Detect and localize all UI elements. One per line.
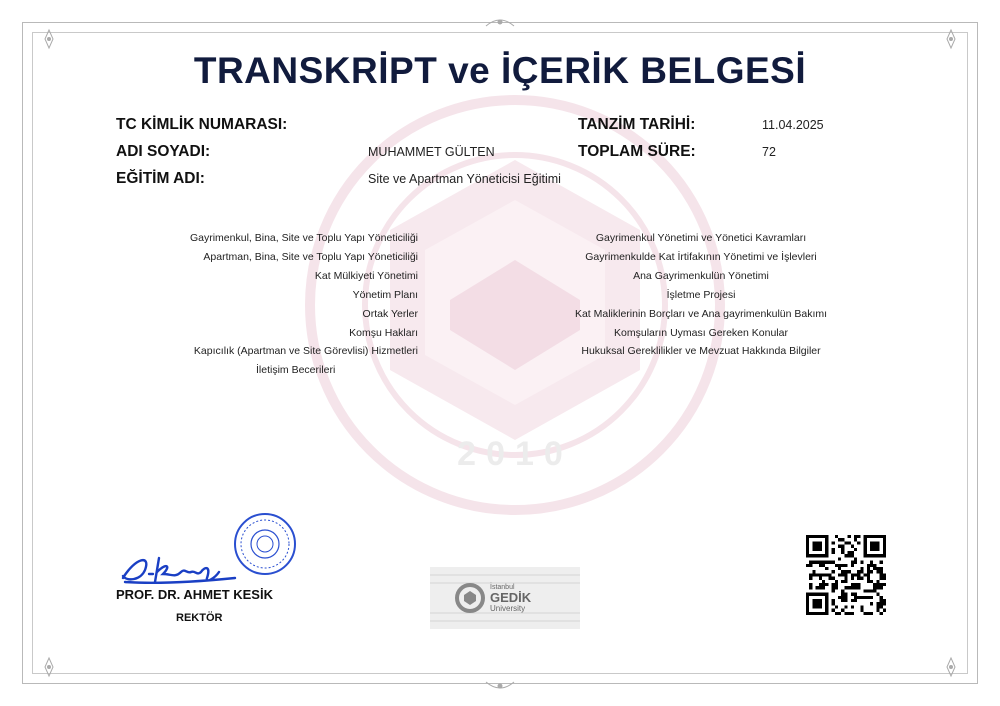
date-label: TANZİM TARİHİ:	[578, 116, 696, 133]
topic-item: Kat Maliklerinin Borçları ve Ana gayrimenkulün Bakımı	[574, 307, 828, 320]
tc-label: TC KİMLİK NUMARASI:	[116, 116, 288, 133]
logo-text-line3: University	[490, 604, 526, 613]
watermark-year: 2010	[457, 435, 573, 473]
topic-item: Kapıcılık (Apartman ve Site Görevlisi) Hizmetleri	[193, 345, 418, 358]
name-value: MUHAMMET GÜLTEN	[368, 145, 495, 159]
duration-value: 72	[762, 145, 776, 159]
topic-item: Gayrimenkulde Kat İrtifakının Yönetimi ve İşlevleri	[585, 250, 817, 263]
topic-item: Gayrimenkul, Bina, Site ve Toplu Yapı Yöneticiliği	[189, 232, 418, 244]
gedik-logo-icon	[430, 567, 580, 629]
qr-code-icon[interactable]	[806, 535, 886, 615]
topic-item: Kat Mülkiyeti Yönetimi	[314, 269, 418, 282]
topic-item: İletişim Becerileri	[256, 364, 336, 377]
logo-text-line2: GEDİK	[490, 590, 532, 605]
corner-ornament-icon	[38, 28, 60, 50]
topic-item: Hukuksal Gereklilikler ve Mevzuat Hakkında Bilgiler	[581, 345, 821, 358]
document-title: TRANSKRİPT ve İÇERİK BELGESİ	[193, 50, 807, 91]
course-label: EĞİTİM ADI:	[116, 170, 205, 187]
topic-item: Gayrimenkul Yönetimi ve Yönetici Kavramları	[595, 232, 807, 244]
signer-name: PROF. DR. AHMET KESİK	[116, 587, 273, 602]
duration-label: TOPLAM SÜRE:	[578, 143, 696, 160]
topic-item: Ana Gayrimenkulün Yönetimi	[633, 269, 769, 282]
corner-ornament-icon	[940, 656, 962, 678]
topic-item: Ortak Yerler	[362, 307, 418, 320]
signature-icon	[115, 548, 245, 588]
topics-right-list	[560, 229, 842, 361]
topic-item: Apartman, Bina, Site ve Toplu Yapı Yöneticiliği	[203, 250, 418, 263]
topics-left-list	[120, 229, 418, 380]
logo-text-line1: İstanbul	[490, 584, 515, 591]
topic-item: Komşuların Uyması Gereken Konular	[614, 326, 788, 339]
signer-role: REKTÖR	[176, 612, 223, 624]
name-label: ADI SOYADI:	[116, 143, 211, 160]
date-value: 11.04.2025	[762, 118, 824, 132]
corner-ornament-icon	[940, 28, 962, 50]
bottom-ornament-icon	[484, 678, 516, 694]
topic-item: Yönetim Planı	[352, 288, 418, 301]
topic-item: Komşu Hakları	[349, 326, 418, 339]
course-value: Site ve Apartman Yöneticisi Eğitimi	[368, 172, 561, 186]
corner-ornament-icon	[38, 656, 60, 678]
topic-item: İşletme Projesi	[666, 288, 736, 301]
top-ornament-icon	[484, 14, 516, 30]
